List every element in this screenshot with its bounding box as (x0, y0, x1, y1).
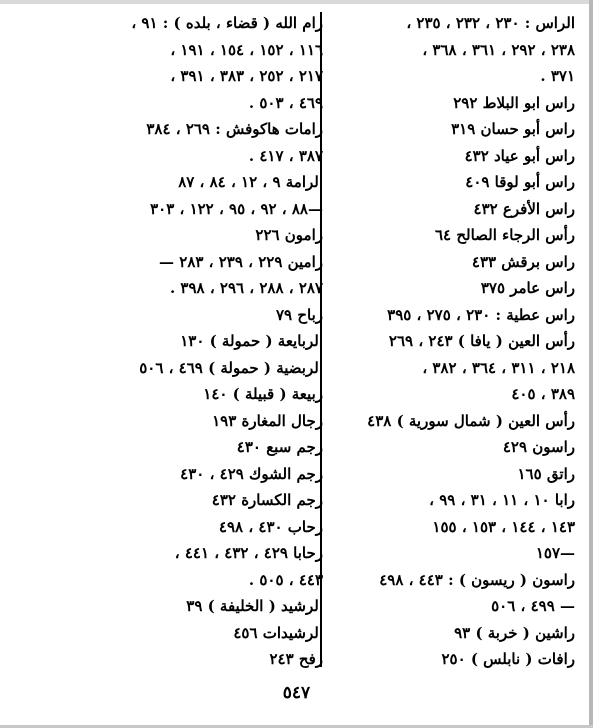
index-entry: رجم الشوك ٤٢٩ ، ٤٣٠ (180, 464, 323, 483)
index-entry: راسون ٤٢٩ (502, 438, 575, 456)
index-entry: رامين ٢٢٩ ، ٢٣٩ ، ٢٨٣ — (159, 252, 323, 271)
index-entry: الرشيدات ٤٥٦ (233, 623, 323, 642)
index-entry: ٣٨٧ ، ٤١٧ . (248, 146, 323, 165)
index-entry: راس أبو لوقا ٤٠٩ (465, 173, 575, 191)
index-entry: —١٥٧ (535, 544, 575, 562)
index-entry: الرامة ٩ ، ١٢ ، ٨٤ ، ٨٧ (178, 173, 323, 191)
index-column-left (100, 10, 323, 673)
index-entry: رامون ٢٢٦ (255, 226, 323, 244)
index-entry: الرشيد ( الخليفة ) ٣٩ (186, 597, 323, 615)
page-number: ٥٤٧ (282, 683, 311, 703)
index-entry: ٢١٨ ، ٣١١ ، ٣٦٤ ، ٣٨٢ ، (422, 358, 575, 377)
index-entry: راس عامر ٣٧٥ (480, 279, 575, 297)
index-entry: ٢١٧ ، ٢٥٢ ، ٣٨٣ ، ٣٩١ ، (170, 67, 323, 85)
index-entry: راس أبو عياد ٤٣٢ (464, 146, 575, 165)
index-entry: رام الله ( قضاء ، بلده ) : ٩١ ، (131, 14, 323, 32)
index-entry: رجم سبع ٤٣٠ (236, 438, 323, 456)
index-entry: الربايعة ( حمولة ) ١٣٠ (180, 332, 323, 350)
index-entry: راس برقش ٤٣٣ (471, 252, 575, 271)
index-entry: ٤٤٣ ، ٥٠٥ . (248, 570, 323, 589)
index-column-right (325, 10, 575, 673)
index-entry: ٢٣٨ ، ٢٩٢ ، ٣٦١ ، ٣٦٨ ، (422, 40, 575, 59)
index-entry: ٣٧١ . (540, 67, 575, 85)
index-entry: رجم الكسارة ٤٣٢ (211, 491, 323, 509)
index-entry: راس ابو البلاط ٢٩٢ (453, 93, 575, 112)
index-entry: ١٤٣ ، ١٤٤ ، ١٥٣ ، ١٥٥ (432, 517, 575, 536)
index-entry: راتق ١٦٥ (517, 464, 575, 483)
index-entry: رحابا ٤٢٩ ، ٤٣٢ ، ٤٤١ ، (174, 544, 323, 562)
index-entry: رباح ٧٩ (275, 305, 323, 324)
window-top-border (0, 0, 593, 4)
index-entry: ١١٦ ، ١٥٢ ، ١٥٤ ، ١٩١ ، (170, 40, 323, 59)
index-entry: —٨٨ ، ٩٢ ، ٩٥ ، ١٢٢ ، ٣٠٣ (150, 199, 323, 218)
index-entry: ربيعة ( قبيلة ) ١٤٠ (203, 385, 323, 403)
index-entry: رأس العين ( يافا ) ٢٤٣ ، ٢٦٩ (388, 332, 575, 350)
window-right-border (589, 0, 593, 728)
index-entry: رأس العين ( شمال سورية ) ٤٣٨ (367, 411, 575, 430)
index-entry: رحاب ٤٣٠ ، ٤٩٨ (218, 517, 323, 536)
index-entry: رجال المغارة ١٩٣ (212, 411, 323, 430)
index-entry: رافات ( نابلس ) ٢٥٠ (441, 650, 575, 668)
index-entry: راشين ( خربة ) ٩٣ (454, 623, 575, 642)
index-entry: — ٤٩٩ ، ٥٠٦ (491, 597, 575, 615)
index-entry: رامات هاكوفش : ٢٦٩ ، ٣٨٤ (146, 120, 323, 138)
index-entry: رأس الرجاء الصالح ٦٤ (435, 226, 575, 244)
index-entry: راس عطية : ٢٣٠ ، ٢٧٥ ، ٣٩٥ (387, 305, 575, 324)
index-entry: ٣٨٩ ، ٤٠٥ (511, 385, 575, 403)
index-entry: راسون ( ريسون ) : ٤٤٣ ، ٤٩٨ (379, 570, 575, 589)
index-entry: رابا ١٠ ، ١١ ، ٣١ ، ٩٩ ، (429, 491, 575, 509)
index-entry: ٢٨٧ ، ٢٨٨ ، ٢٩٦ ، ٣٩٨ . (169, 279, 323, 297)
index-entry: راس الأفرع ٤٣٢ (473, 199, 575, 218)
index-entry: رفح ٢٤٣ (269, 650, 323, 668)
index-entry: ٤٦٩ ، ٥٠٣ . (248, 93, 323, 112)
index-entry: راس أبو حسان ٣١٩ (451, 120, 575, 138)
index-entry: الراس : ٢٣٠ ، ٢٣٢ ، ٢٣٥ ، (406, 14, 575, 32)
index-entry: الربضية ( حمولة ) ٤٦٩ ، ٥٠٦ (139, 358, 323, 377)
